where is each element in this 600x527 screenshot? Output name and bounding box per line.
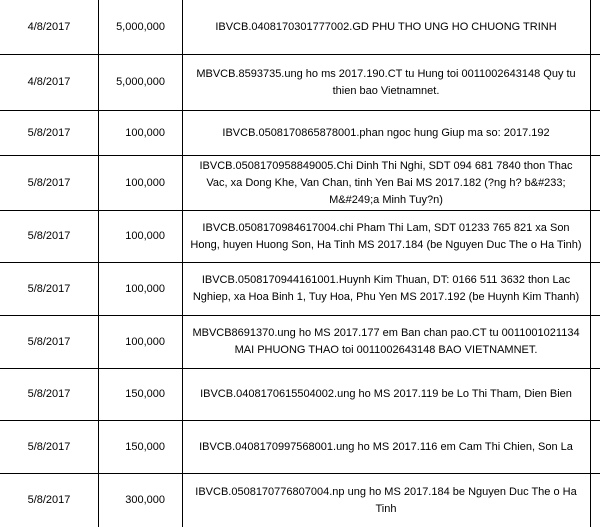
table-row — [0, 474, 600, 527]
date-cell: 4/8/2017 — [27, 20, 71, 33]
date-cell: 5/8/2017 — [27, 126, 71, 139]
description-cell: IBVCB.0508170776807004.np ung ho MS 2017.184 be Nguyen Duc The o Ha Tinh — [195, 485, 577, 515]
description-cell: IBVCB.0508170944161001.Huynh Kim Thuan, DT: 0166 511 3632 thon Lac Nghiep, xa Hoa Binh 1, Tuy Hoa, Phu Yen MS 2017.192 (be Huynh Kim Thanh) — [192, 274, 580, 303]
column-divider — [182, 0, 183, 527]
date-cell: 4/8/2017 — [27, 76, 71, 88]
table-row — [0, 421, 600, 474]
amount-cell: 100,000 — [125, 335, 165, 348]
description-cell: IBVCB.0508170984617004.chi Pham Thi Lam, SDT 01233 765 821 xa Son Hong, huyen Huong Son, Ha Tinh MS 2017.184 (be Nguyen Duc The o Ha Tinh) — [190, 221, 582, 251]
amount-cell: 5,000,000 — [116, 20, 165, 33]
date-cell: 5/8/2017 — [27, 440, 71, 453]
table-row — [0, 156, 600, 211]
table-row — [0, 211, 600, 263]
amount-cell: 150,000 — [125, 440, 165, 453]
amount-cell: 150,000 — [125, 388, 165, 400]
column-divider — [98, 0, 99, 527]
amount-cell: 300,000 — [125, 494, 165, 506]
description-cell: IBVCB.0508170865878001.phan ngoc hung Giup ma so: 2017.192 — [222, 126, 550, 139]
amount-cell: 100,000 — [125, 230, 165, 242]
description-cell: IBVCB.0408170301777002.GD PHU THO UNG HO CHUONG TRINH — [215, 20, 557, 33]
table-row — [0, 316, 600, 369]
table-row — [0, 55, 600, 111]
date-cell: 5/8/2017 — [27, 176, 71, 189]
description-cell: IBVCB.0508170958849005.Chi Dinh Thi Nghi, SDT 094 681 7840 thon Thac Vac, xa Dong Khe, Van Chan, tinh Yen Bai MS 2017.182 (?ng h? b&#233; M&#249;a Minh Tuy?n) — [199, 159, 573, 206]
date-cell: 5/8/2017 — [27, 335, 71, 348]
amount-cell: 5,000,000 — [116, 76, 165, 88]
description-cell: IBVCB.0408170997568001.ung ho MS 2017.116 em Cam Thi Chien, Son La — [199, 440, 573, 453]
description-cell: MBVCB.8593735.ung ho ms 2017.190.CT tu Hung toi 0011002643148 Quy tu thien bao Vietnamnet. — [196, 67, 576, 97]
amount-cell: 100,000 — [125, 176, 165, 189]
table-row — [0, 0, 600, 55]
date-cell: 5/8/2017 — [27, 282, 71, 295]
description-cell: IBVCB.0408170615504002.ung ho MS 2017.119 be Lo Thi Tham, Dien Bien — [200, 388, 572, 400]
description-cell: MBVCB8691370.ung ho MS 2017.177 em Ban chan pao.CT tu 0011001021134 MAI PHUONG THAO toi 0011002643148 BAO VIETNAMNET. — [192, 327, 580, 356]
table-row — [0, 263, 600, 316]
amount-cell: 100,000 — [125, 282, 165, 295]
column-divider — [590, 0, 591, 527]
date-cell: 5/8/2017 — [27, 230, 71, 242]
amount-cell: 100,000 — [125, 126, 165, 139]
date-cell: 5/8/2017 — [27, 494, 71, 506]
table-row — [0, 369, 600, 421]
table-row — [0, 111, 600, 156]
date-cell: 5/8/2017 — [27, 388, 71, 400]
